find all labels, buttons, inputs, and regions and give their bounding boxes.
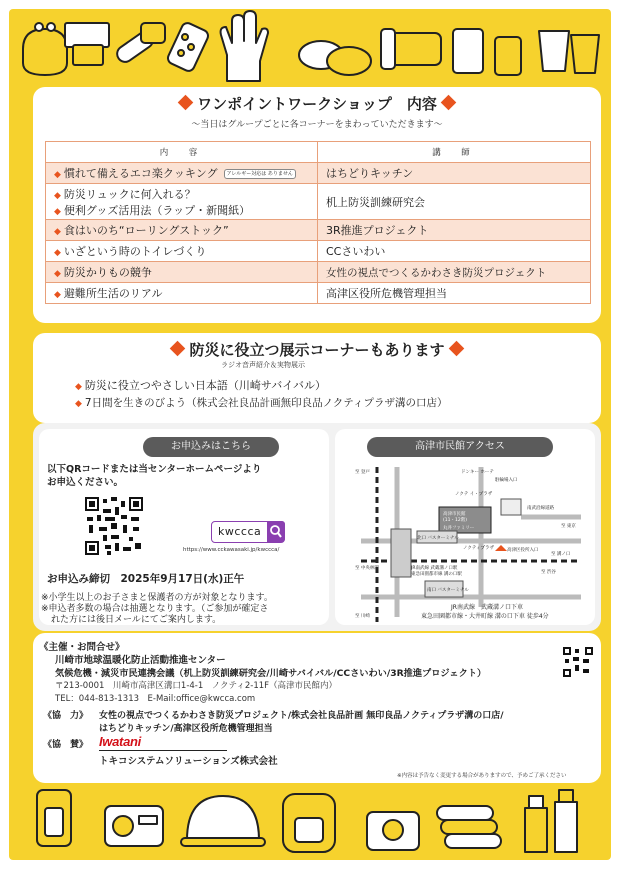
map-label: ノクテ イ・プラザ bbox=[455, 492, 493, 497]
apply-pill: お申込みはこちら bbox=[143, 437, 279, 457]
table-header bbox=[46, 142, 591, 163]
pills-icon bbox=[166, 21, 210, 73]
search-box-text: kwccca bbox=[218, 525, 262, 538]
coin-purse-icon bbox=[23, 23, 67, 75]
map-label: ドンキー ホーテ bbox=[461, 470, 494, 475]
row-content-text: 食はいのち“ローリングストック” bbox=[63, 224, 229, 237]
table-row bbox=[46, 241, 591, 262]
host-label: 《主催・お問合せ》 bbox=[39, 642, 125, 653]
row-content-text: 避難所生活のリアル bbox=[63, 287, 163, 300]
cups-icon bbox=[539, 31, 599, 73]
sponsor-name: トキコシステムソリューションズ株式会社 bbox=[99, 756, 278, 767]
money-icon bbox=[65, 23, 109, 65]
map-label: 駐輪場入口 bbox=[495, 478, 518, 483]
table-row bbox=[46, 262, 591, 283]
row-content bbox=[46, 220, 318, 241]
apply-notes bbox=[41, 593, 341, 626]
row-lecturer: 机上防災訓練研究会 bbox=[318, 184, 591, 220]
helmet-icon bbox=[181, 796, 265, 846]
disaster-goods-icons-top bbox=[9, 9, 611, 89]
map-label: 至 東京 bbox=[561, 524, 576, 529]
diamond-bullet-icon: ◆ bbox=[54, 206, 61, 217]
apply-access-panel bbox=[33, 423, 601, 631]
search-box[interactable] bbox=[211, 521, 285, 543]
diamond-bullet-icon: ◆ bbox=[54, 227, 61, 237]
coop-orgs: 女性の視点でつくるかわさき防災プロジェクト/株式会社良品計画 無印良品ノクティプラザ溝の口店/ bbox=[99, 711, 504, 721]
address: 〒213-0001 川崎市高津区溝口1-4-1 ノクティ2-11F（高津市民館内） bbox=[55, 681, 338, 691]
battery-icon bbox=[37, 790, 71, 846]
row-content bbox=[46, 184, 318, 220]
table-row bbox=[46, 283, 591, 304]
apply-instructions bbox=[47, 463, 261, 489]
map-label: 至 渋谷 bbox=[541, 570, 556, 575]
row-lecturer: 高津区役所危機管理担当 bbox=[318, 283, 591, 304]
diamond-bullet-icon: ◆ bbox=[54, 170, 61, 180]
gas-stove-icon bbox=[367, 812, 419, 850]
diamond-bullet-icon: ◆ bbox=[75, 382, 82, 392]
exhibit-item bbox=[75, 395, 447, 410]
exhibit-item bbox=[75, 377, 326, 393]
map-label: 北口 バスターミナル bbox=[417, 536, 459, 541]
backpack-icon bbox=[283, 794, 335, 852]
exhibit-heading bbox=[33, 339, 601, 360]
flashlight-icon bbox=[381, 29, 441, 69]
coop-label: 《協 力》 bbox=[43, 711, 89, 721]
map-label: 東急田園都市線 溝の口駅 bbox=[411, 572, 462, 577]
row-content-text: 慣れて備えるエコ楽クッキング bbox=[63, 167, 218, 180]
coop-orgs: はちどりキッチン/高津区役所危機管理担当 bbox=[99, 724, 273, 734]
access-map bbox=[351, 457, 583, 623]
map-label: 高津区役所入口 bbox=[507, 548, 539, 553]
apply-url[interactable]: https://www.cckawasaki.jp/kwccca/ bbox=[183, 547, 280, 553]
allergy-tag: アレルギー対応は ありません bbox=[224, 169, 296, 179]
iwatani-logo: Iwatani bbox=[99, 734, 141, 749]
workshop-table bbox=[45, 141, 591, 304]
disclaimer: ※内容は予告なく変更する場合がありますので、予めご了承ください bbox=[397, 773, 567, 779]
row-content-text: いざという時のトイレづくり bbox=[63, 245, 207, 258]
exhibit-item-text: 7日間を生きのびよう（株式会社良品計画無印良品ノクティプラザ溝の口店） bbox=[84, 397, 448, 409]
radio-icon bbox=[105, 806, 163, 846]
apply-note: ※小学生以上のお子さまと保護者の方が対象となります。 bbox=[41, 593, 273, 603]
access-pill: 高津市民館アクセス bbox=[367, 437, 553, 457]
gloves-icon bbox=[221, 11, 268, 81]
contact[interactable]: TEL：044-813-1313 E-Mail:office@kwcca.com bbox=[55, 694, 256, 704]
workshop-panel bbox=[33, 87, 601, 323]
table-row bbox=[46, 163, 591, 184]
map-label: 南武沿線道路 bbox=[527, 506, 554, 511]
disaster-goods-icons-bottom bbox=[9, 778, 611, 860]
water-bottles-icon bbox=[525, 790, 577, 852]
col-content-header: 内 容 bbox=[46, 142, 318, 163]
workshop-subtitle: 〜当日はグループごとに各コーナーをまわっていただきます〜 bbox=[191, 120, 443, 130]
map-label: 高津市民館 bbox=[443, 512, 466, 517]
exhibit-item-text: 防災に役立つやさしい日本語（川崎サバイバル） bbox=[84, 379, 327, 392]
map-label: ノクティプラザ bbox=[463, 546, 495, 551]
diamond-icon bbox=[178, 95, 194, 111]
diamond-icon bbox=[441, 95, 457, 111]
diamond-bullet-icon: ◆ bbox=[54, 248, 61, 258]
map-label: 南口 バスターミナル bbox=[427, 588, 469, 593]
row-lecturer: はちどりキッチン bbox=[318, 163, 591, 184]
exhibit-subtitle: ラジオ音声紹介＆実物展示 bbox=[221, 361, 305, 369]
exhibit-panel bbox=[33, 333, 601, 423]
map-label: JR南武線 武蔵溝ノ口駅 bbox=[411, 566, 458, 571]
table-row bbox=[46, 220, 591, 241]
info-panel bbox=[33, 633, 601, 783]
diamond-bullet-icon: ◆ bbox=[54, 190, 61, 201]
slippers-icon bbox=[299, 41, 371, 75]
diamond-icon bbox=[448, 341, 464, 357]
apply-line1: 以下QRコードまたは当センターホームページより bbox=[47, 464, 262, 475]
row-lecturer: 女性の視点でつくるかわさき防災プロジェクト bbox=[318, 262, 591, 283]
apply-note: ※申込者多数の場合は抽選となります。（ご参加が確定さ bbox=[41, 604, 269, 614]
row-lecturer: 3R推進プロジェクト bbox=[318, 220, 591, 241]
row-content bbox=[46, 241, 318, 262]
row-content-text: 防災かりもの競争 bbox=[63, 266, 152, 279]
exhibit-title: 防災に役立つ展示コーナーもあります bbox=[189, 341, 445, 359]
map-label: 丸井ファミリー bbox=[443, 526, 475, 531]
row-content bbox=[46, 283, 318, 304]
workshop-heading bbox=[33, 93, 601, 114]
diamond-bullet-icon: ◆ bbox=[54, 290, 61, 300]
row-lecturer: CCさいわい bbox=[318, 241, 591, 262]
apply-line2: お申込ください。 bbox=[47, 477, 124, 488]
row-content-text: 防災リュックに何入れる？ bbox=[63, 187, 196, 201]
host-name: 川崎市地球温暖化防止活動推進センター bbox=[55, 655, 226, 666]
diamond-bullet-icon: ◆ bbox=[75, 399, 82, 409]
entrance-marker-icon bbox=[495, 545, 507, 551]
diamond-icon bbox=[170, 341, 186, 357]
cans-icon bbox=[453, 29, 521, 75]
workshop-title: ワンポイントワークショップ 内容 bbox=[197, 95, 437, 113]
flyer-page bbox=[9, 9, 611, 860]
diamond-bullet-icon: ◆ bbox=[54, 269, 61, 279]
apply-note: れた方には後日メールにてご案内します。 bbox=[51, 615, 222, 625]
deadline: お申込み締切 2025年9月17日(水)正午 bbox=[47, 573, 245, 585]
map-label: 至 溝ノ口 bbox=[551, 552, 571, 557]
host-network: 気候危機・減災市民連携会議（机上防災訓練研究会/川崎サバイバル/CCさいわい/3R推進プロジェクト） bbox=[55, 668, 487, 679]
col-lecturer-header: 講 師 bbox=[318, 142, 591, 163]
row-content-text: 便利グッズ活用法（ラップ・新聞紙） bbox=[63, 203, 251, 217]
search-icon[interactable] bbox=[267, 521, 285, 542]
access-caption: 東急田園都市線・大井町線 溝の口下車 徒歩4分 bbox=[421, 613, 549, 620]
contact-qr-code-icon[interactable] bbox=[563, 647, 593, 677]
divider bbox=[99, 750, 227, 751]
bandage-icon bbox=[114, 23, 165, 65]
row-content bbox=[46, 262, 318, 283]
table-row bbox=[46, 184, 591, 220]
mat-rolls-icon bbox=[437, 806, 501, 848]
sponsor-label: 《協 賛》 bbox=[43, 740, 89, 750]
qr-code-icon[interactable] bbox=[85, 497, 143, 555]
access-caption: JR南武線 武蔵溝ノ口下車 bbox=[451, 604, 523, 611]
map-label: 至 川崎 bbox=[355, 614, 370, 619]
map-label: (11・12階) bbox=[443, 518, 467, 523]
map-label: 至 登戸 bbox=[355, 470, 370, 475]
row-content bbox=[46, 163, 318, 184]
map-label: 至 中央林間 bbox=[355, 566, 379, 571]
